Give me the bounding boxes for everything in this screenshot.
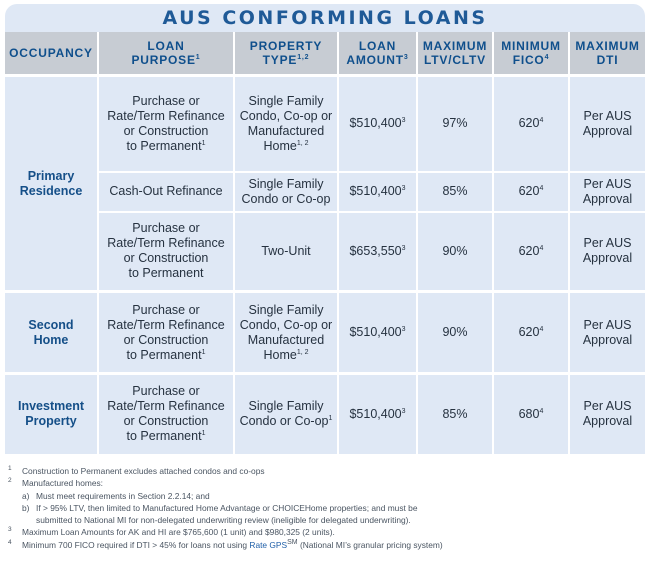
property-type-cell: Single Family Condo, Co-op or Manufactured Home$^{1, 2}$ bbox=[234, 292, 338, 374]
loan-purpose-cell: Purchase or Rate/Term Refinance or Construction to Permanent$^1$ bbox=[98, 76, 234, 172]
loan-amount-cell: $510,400$^3$ bbox=[338, 292, 417, 374]
occupancy-primary-residence: Primary Residence bbox=[5, 76, 98, 292]
header-loan-purpose: LOAN PURPOSE$^1$ bbox=[98, 32, 234, 76]
footnotes bbox=[8, 465, 638, 551]
footnote-4: 4 Minimum 700 FICO required if DTI > 45% for loans not using Rate GPS℠ (National MI’s granular pricing system) bbox=[8, 538, 443, 550]
occupancy-second-home: Second Home bbox=[5, 292, 98, 374]
min-fico-cell: $680^4$ bbox=[493, 374, 569, 454]
rate-gps-link[interactable]: Rate GPS bbox=[249, 539, 288, 550]
header-loan-amount: LOAN AMOUNT$^3$ bbox=[338, 32, 417, 76]
table-header-row bbox=[5, 32, 645, 76]
title-banner bbox=[5, 4, 645, 32]
header-occupancy: OCCUPANCY bbox=[5, 32, 98, 76]
table-row bbox=[5, 212, 645, 292]
loan-purpose-cell: Cash-Out Refinance bbox=[98, 172, 234, 212]
loan-amount-cell: $510,400$^3$ bbox=[338, 374, 417, 454]
footnote-2a: a) Must meet requirements in Section 2.2.14; and bbox=[22, 490, 210, 501]
footnote-2b: b) If > 95% LTV, then limited to Manufactured Home Advantage or CHOICEHome properties; and must be bbox=[22, 502, 418, 513]
property-type-cell: Single Family Condo or Co-op bbox=[234, 172, 338, 212]
max-ltv-cell: 85% bbox=[417, 374, 493, 454]
loan-amount-cell: $653,550$^3$ bbox=[338, 212, 417, 292]
max-ltv-cell: 90% bbox=[417, 292, 493, 374]
loan-purpose-cell: Purchase or Rate/Term Refinance or Construction to Permanent bbox=[98, 212, 234, 292]
min-fico-cell: $620^4$ bbox=[493, 172, 569, 212]
property-type-cell: Two-Unit bbox=[234, 212, 338, 292]
loan-table bbox=[5, 32, 645, 454]
footnote-2: 2 Manufactured homes: bbox=[8, 477, 104, 489]
loan-amount-cell: $510,400$^3$ bbox=[338, 172, 417, 212]
table-row bbox=[5, 76, 645, 172]
max-dti-cell: Per AUS Approval bbox=[569, 292, 645, 374]
page-title: AUS CONFORMING LOANS bbox=[162, 7, 488, 29]
loan-purpose-cell: Purchase or Rate/Term Refinance or Construction to Permanent$^1$ bbox=[98, 292, 234, 374]
property-type-cell: Single Family Condo, Co-op or Manufactured Home$^{1, 2}$ bbox=[234, 76, 338, 172]
table-row bbox=[5, 374, 645, 454]
footnote-1: 1 Construction to Permanent excludes attached condos and co-ops bbox=[8, 465, 265, 476]
occupancy-investment-property: Investment Property bbox=[5, 374, 98, 454]
footnote-3: 3 Maximum Loan Amounts for AK and HI are $765,600 (1 unit) and $980,325 (2 units). bbox=[8, 526, 335, 538]
max-ltv-cell: 97% bbox=[417, 76, 493, 172]
table-row bbox=[5, 292, 645, 374]
max-ltv-cell: 85% bbox=[417, 172, 493, 212]
max-ltv-cell: 90% bbox=[417, 212, 493, 292]
min-fico-cell: $620^4$ bbox=[493, 76, 569, 172]
header-max-dti: MAXIMUM DTI bbox=[569, 32, 645, 76]
property-type-cell: Single Family Condo or $Co-op^1$ bbox=[234, 374, 338, 454]
header-property-type: PROPERTY TYPE$^{1,2}$ bbox=[234, 32, 338, 76]
footnote-2b-continued: submitted to National MI for non-delegated underwriting review (ineligible for delegated underwriting). bbox=[36, 515, 411, 526]
min-fico-cell: $620^4$ bbox=[493, 212, 569, 292]
min-fico-cell: $620^4$ bbox=[493, 292, 569, 374]
max-dti-cell: Per AUS Approval bbox=[569, 212, 645, 292]
table-row bbox=[5, 172, 645, 212]
max-dti-cell: Per AUS Approval bbox=[569, 76, 645, 172]
header-min-fico: MINIMUM FICO$^4$ bbox=[493, 32, 569, 76]
loan-purpose-cell: Purchase or Rate/Term Refinance or Construction to Permanent$^1$ bbox=[98, 374, 234, 454]
max-dti-cell: Per AUS Approval bbox=[569, 374, 645, 454]
max-dti-cell: Per AUS Approval bbox=[569, 172, 645, 212]
header-max-ltv: MAXIMUM LTV/CLTV bbox=[417, 32, 493, 76]
loan-amount-cell: $510,400$^3$ bbox=[338, 76, 417, 172]
